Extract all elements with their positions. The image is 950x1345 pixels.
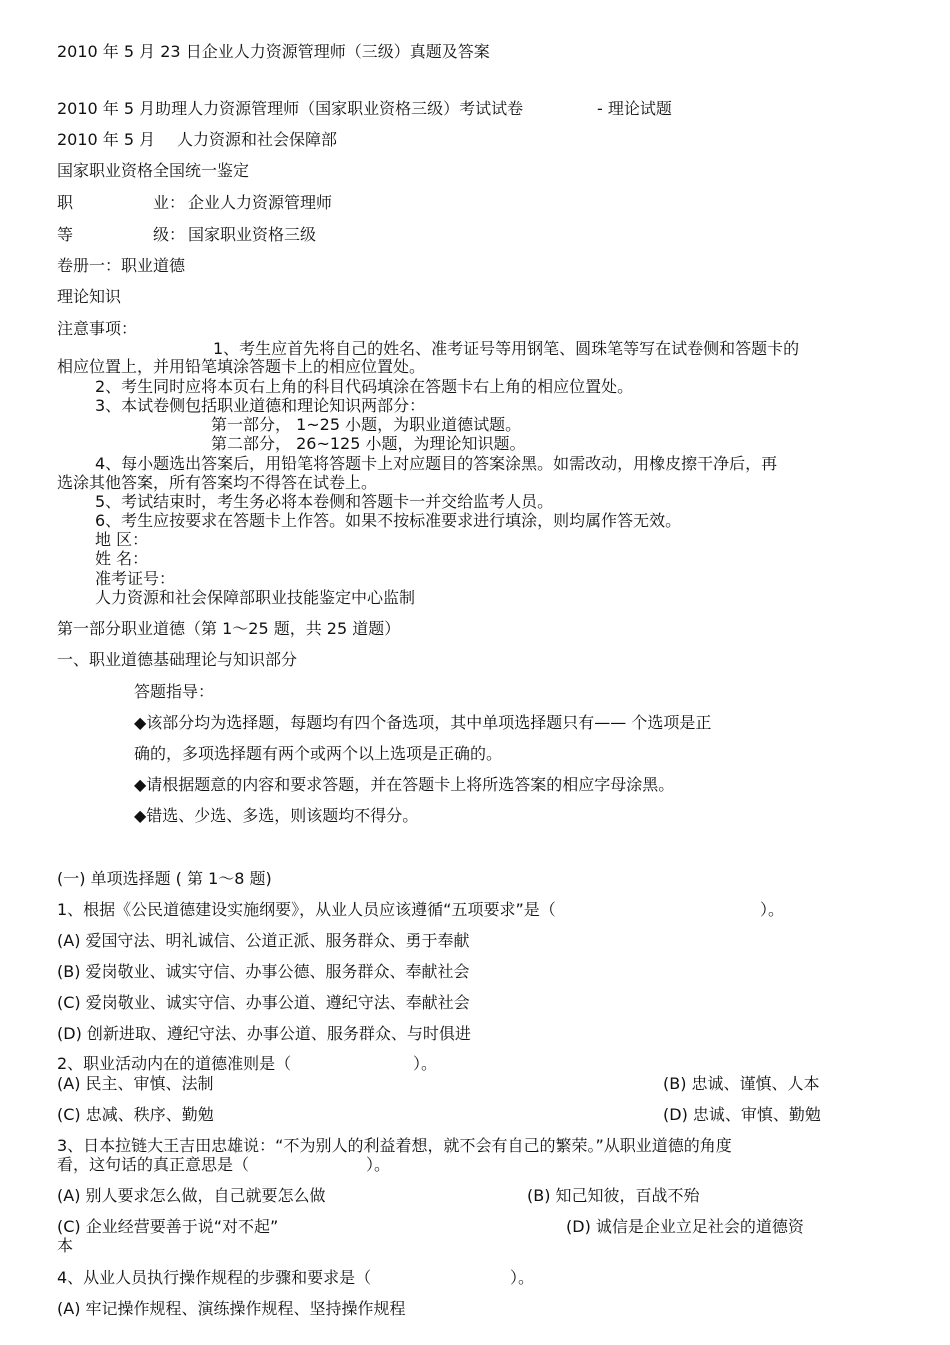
note-1b: 相应位置上，并用铅笔填涂答题卡上的相应位置处。 <box>57 357 426 376</box>
q3-option-d-cont: 本 <box>57 1236 74 1255</box>
note-4a: 4、每小题选出答案后，用铅笔将答题卡上对应题目的答案涂黑。如需改动，用橡皮擦干净后，再 <box>95 454 778 473</box>
level-value: 国家职业资格三级 <box>188 225 317 244</box>
exam-suffix: - 理论试题 <box>597 99 672 118</box>
level-key: 等 <box>57 225 74 244</box>
guide-2: ◆请根据题意的内容和要求答题，并在答题卡上将所选答案的相应字母涂黑。 <box>134 775 675 794</box>
issuer: 人力资源和社会保障部 <box>177 130 338 149</box>
question-1-end: ）。 <box>760 900 785 919</box>
supervisor-line: 人力资源和社会保障部职业技能鉴定中心监制 <box>95 588 416 607</box>
note-4b: 选涂其他答案，所有答案均不得答在试卷上。 <box>57 473 378 492</box>
q2-option-b: (B) 忠诚、谨慎、人本 <box>663 1074 820 1093</box>
q3-option-b: (B) 知己知彼，百战不殆 <box>527 1186 700 1205</box>
name-field: 姓 名： <box>95 549 149 568</box>
question-4-end: ）。 <box>510 1268 535 1287</box>
occupation-value: 企业人力资源管理师 <box>188 193 333 212</box>
question-4: 4、从业人员执行操作规程的步骤和要求是（ <box>57 1268 372 1287</box>
note-5: 5、考试结束时，考生务必将本卷侧和答题卡一并交给监考人员。 <box>95 492 554 511</box>
question-3-line1: 3、日本拉链大王吉田忠雄说：“不为别人的利益着想，就不会有自己的繁荣。”从职业道德的角度 <box>57 1136 732 1155</box>
question-3-line2: 看，这句话的真正意思是（ <box>57 1155 250 1174</box>
level-key-2: 级： <box>153 225 186 244</box>
q2-option-c: (C) 忠减、秩序、勤勉 <box>57 1105 214 1124</box>
q1-option-c: (C) 爱岗敬业、诚实守信、办事公道、遵纪守法、奉献社会 <box>57 993 470 1012</box>
ticket-field: 准考证号： <box>95 569 176 588</box>
note-3a: 第一部分， 1~25 小题，为职业道德试题。 <box>211 415 522 434</box>
guide-heading: 答题指导： <box>134 682 215 701</box>
document-title: 2010 年 5 月 23 日企业人力资源管理师（三级）真题及答案 <box>57 42 490 61</box>
area-field: 地 区： <box>95 530 149 549</box>
guide-1b: 确的，多项选择题有两个或两个以上选项是正确的。 <box>134 744 503 763</box>
volume-line: 卷册一：职业道德 <box>57 256 186 275</box>
q3-option-d: (D) 诚信是企业立足社会的道德资 <box>566 1217 804 1236</box>
q4-option-a: (A) 牢记操作规程、演练操作规程、坚持操作规程 <box>57 1299 406 1318</box>
note-6: 6、考生应按要求在答题卡上作答。如果不按标准要求进行填涂，则均属作答无效。 <box>95 511 682 530</box>
question-3-end: ）。 <box>366 1155 391 1174</box>
part1-heading: 第一部分职业道德（第 1～25 题，共 25 道题） <box>57 619 401 638</box>
exam-name: 2010 年 5 月助理人力资源管理师（国家职业资格三级）考试试卷 <box>57 99 524 118</box>
guide-3: ◆错选、少选、多选，则该题均不得分。 <box>134 806 419 825</box>
note-1a: 1、考生应首先将自己的姓名、准考证号等用钢笔、圆珠笔等写在试卷侧和答题卡的 <box>213 339 800 358</box>
q1-option-d: (D) 创新进取、遵纪守法、办事公道、服务群众、与时俱进 <box>57 1024 471 1043</box>
appraisal-line: 国家职业资格全国统一鉴定 <box>57 161 250 180</box>
q1-option-a: (A) 爱国守法、明礼诚信、公道正派、服务群众、勇于奉献 <box>57 931 470 950</box>
section-heading: 一、职业道德基础理论与知识部分 <box>57 650 298 669</box>
single-choice-heading: (一) 单项选择题 ( 第 1～8 题) <box>57 869 272 888</box>
notes-heading: 注意事项： <box>57 319 138 338</box>
q2-option-a: (A) 民主、审慎、法制 <box>57 1074 214 1093</box>
theory-line: 理论知识 <box>57 287 122 306</box>
q1-option-b: (B) 爱岗敬业、诚实守信、办事公德、服务群众、奉献社会 <box>57 962 470 981</box>
q3-option-c: (C) 企业经营要善于说“对不起” <box>57 1217 279 1236</box>
note-3: 3、本试卷侧包括职业道德和理论知识两部分： <box>95 396 426 415</box>
question-2-end: ）。 <box>413 1054 438 1073</box>
q2-option-d: (D) 忠诚、审慎、勤勉 <box>663 1105 821 1124</box>
guide-1a: ◆该部分均为选择题，每题均有四个备选项，其中单项选择题只有—— 个选项是正 <box>134 713 712 732</box>
question-1: 1、根据《公民道德建设实施纲要》，从业人员应该遵循“五项要求”是（ <box>57 900 556 919</box>
q3-option-a: (A) 别人要求怎么做，自己就要怎么做 <box>57 1186 326 1205</box>
occupation-key: 职 <box>57 193 74 212</box>
occupation-key-2: 业： <box>153 193 186 212</box>
question-2: 2、职业活动内在的道德准则是（ <box>57 1054 292 1073</box>
note-2: 2、考生同时应将本页右上角的科目代码填涂在答题卡右上角的相应位置处。 <box>95 377 634 396</box>
issuer-date: 2010 年 5 月 <box>57 130 156 149</box>
note-3b: 第二部分， 26~125 小题，为理论知识题。 <box>211 434 526 453</box>
